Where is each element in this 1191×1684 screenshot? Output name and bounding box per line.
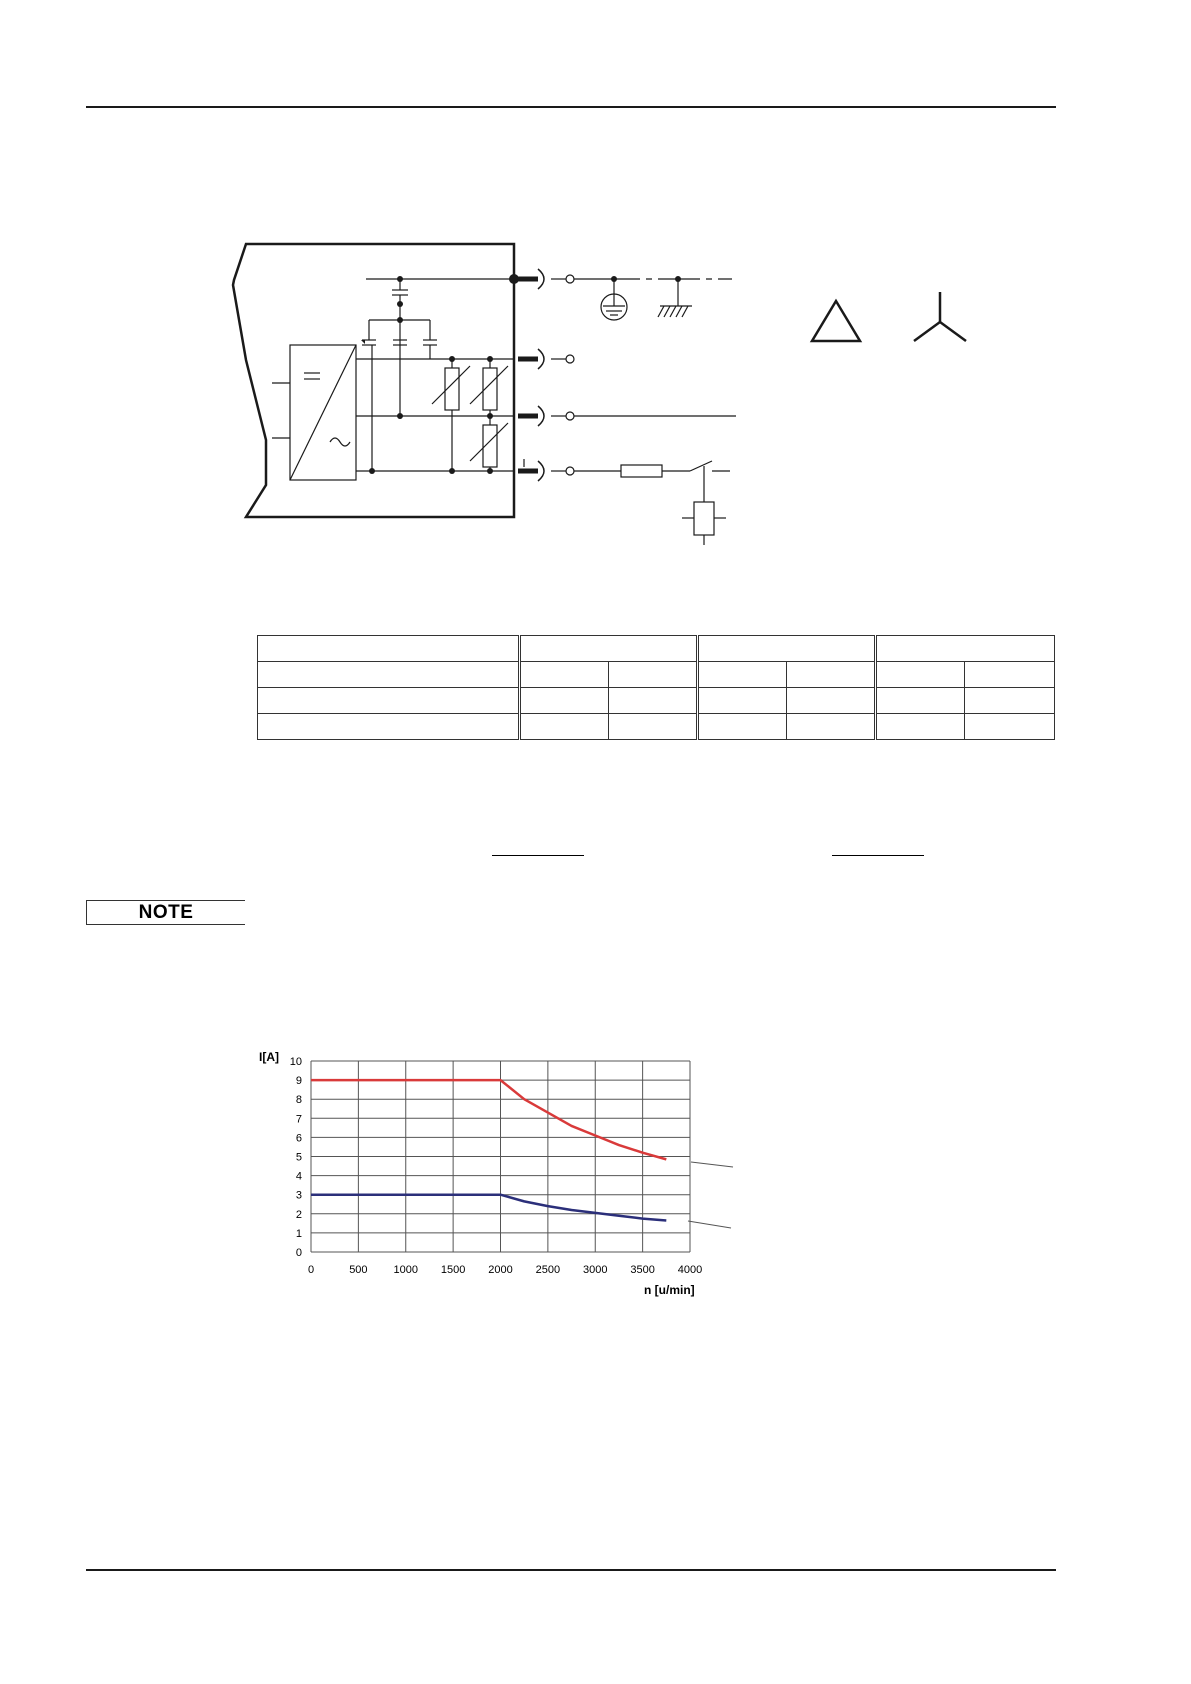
series-leader-line (688, 1221, 731, 1228)
series-line-1 (311, 1080, 666, 1159)
y-tick-label: 10 (289, 1056, 302, 1068)
x-tick-label: 3500 (630, 1264, 655, 1276)
series-leader-line (691, 1162, 733, 1167)
y-tick-label: 8 (295, 1094, 302, 1107)
y-tick-label: 5 (295, 1151, 302, 1164)
chart-grid (311, 1061, 690, 1252)
x-tick-label: 1500 (440, 1264, 466, 1276)
x-tick-label: 2500 (535, 1264, 561, 1276)
x-tick-label: 3000 (583, 1264, 608, 1276)
y-tick-label: 3 (295, 1189, 302, 1202)
y-tick-label: 2 (295, 1208, 302, 1221)
note-label: NOTE (86, 900, 245, 925)
x-tick-label: 0 (307, 1264, 315, 1276)
y-tick-label: 6 (295, 1132, 302, 1145)
y-tick-label: 1 (295, 1227, 302, 1240)
y-tick-label: 0 (295, 1247, 302, 1259)
x-tick-label: 500 (349, 1264, 368, 1276)
y-tick-label: 9 (295, 1075, 302, 1088)
y-tick-label: 7 (295, 1113, 302, 1126)
y-axis-label: I[A] (259, 1050, 279, 1064)
x-tick-label: 2000 (488, 1264, 513, 1276)
series-line-2 (311, 1195, 666, 1221)
y-tick-label: 4 (295, 1170, 302, 1183)
bottom-rule (86, 1569, 1056, 1571)
x-tick-label: 1000 (393, 1264, 418, 1276)
x-axis-label: n [u/min] (644, 1283, 695, 1297)
x-tick-label: 4000 (677, 1264, 703, 1276)
